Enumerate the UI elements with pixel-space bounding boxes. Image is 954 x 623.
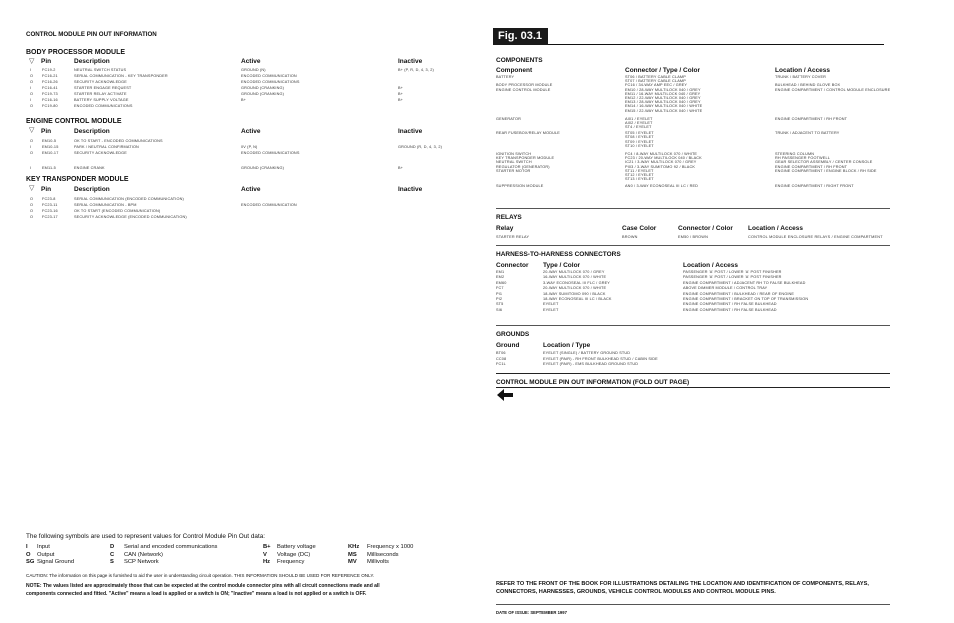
table-cell: O — [30, 215, 34, 219]
component-name: NEUTRAL SWITCH — [496, 160, 532, 165]
col-active-header: Active — [241, 186, 261, 193]
connector-type: IC21 / 3-WAY MULTILOCK 070 / GREY — [625, 160, 697, 165]
component-name — [496, 144, 560, 148]
table-cell: EM10-15 — [42, 145, 59, 149]
table-cell — [241, 103, 300, 109]
relays-title: RELAYS — [496, 214, 522, 221]
pin-table-ktm — [30, 196, 33, 220]
harness-connector: FC7 — [496, 286, 504, 291]
divider — [548, 44, 884, 45]
connector-type: ST08 / EYELET — [625, 135, 654, 140]
harness-type: 20-WAY MULTILOCK 070 / GREY — [543, 270, 605, 274]
table-cell: OK TO START - ENCODED COMMUNICATIONS — [74, 139, 163, 143]
table-cell: O — [30, 197, 34, 201]
table-cell: EM10-5 — [42, 139, 57, 143]
col-case-color-header: Case Color — [622, 225, 657, 232]
back-arrow-icon[interactable] — [497, 388, 513, 406]
connector-type: ST12 / EYELET — [625, 172, 654, 177]
symbol-key: V — [263, 551, 267, 558]
component-name: BATTERY — [496, 75, 515, 79]
harness-type: EYELET — [543, 302, 559, 307]
component-name: REAR FUSEBOX/RELAY MODULE — [496, 131, 560, 136]
col-component-header: Component — [496, 67, 533, 74]
note-line-2: components connected and fitted. "Active" means a load is applied or a switch is ON; "Inactive" means a load is not applied or a switch is OFF. — [26, 591, 367, 597]
table-cell: B+ — [398, 92, 404, 96]
harness-connector: EM1 — [496, 270, 505, 274]
col-description-header: Description — [74, 186, 110, 193]
table-cell: I — [30, 98, 32, 102]
connector-type: EM15 / 22-WAY MULTILOCK 040 / WHITE — [625, 108, 703, 113]
symbol-label: Voltage (DC) — [277, 551, 311, 558]
table-cell — [398, 103, 434, 109]
component-name: GENERATOR — [496, 116, 522, 121]
harness-location: ENGINE COMPARTMENT / RH FALSE BULKHEAD — [683, 302, 777, 307]
location-access: TRUNK / ADJACENT TO BATTERY — [775, 131, 840, 136]
harness-type: 18-WAY ECONOSEAL III LC / BLACK — [543, 296, 612, 301]
symbol-key: SG — [26, 559, 35, 565]
harness-location: PASSENGER 'A' POST / LOWER 'A' POST FINISHER — [683, 275, 782, 280]
table-cell: ENCODED COMMUNICATIONS — [241, 80, 300, 84]
table-cell: ENCODED COMMUNICATIONS — [241, 151, 300, 155]
connector-type: EM11 / 16-WAY MULTILOCK 040 / GREY — [625, 91, 701, 96]
harness-location: ENGINE COMPARTMENT / ADJACENT RH TO FALSE BULKHEAD — [683, 280, 806, 285]
component-name: REGULATOR (GENERATOR) — [496, 164, 550, 169]
table-cell: OK TO START (ENCODED COMMUNICATION) — [74, 209, 161, 213]
table-cell: PARK / NEUTRAL CONFIRMATION — [74, 145, 139, 149]
connector-type: FC16 / 34-WAY AMP EEC / GREY — [625, 83, 688, 88]
location-access: STEERING COLUMN — [775, 152, 815, 156]
ground-id: BT06 — [496, 351, 506, 355]
table-cell: SECURITY ACKNOWLEDGE (ENCODED COMMUNICATION) — [74, 215, 187, 219]
relay-case-color: BROWN — [622, 235, 638, 239]
table-cell: STARTER RELAY ACTIVATE — [74, 92, 127, 96]
table-cell: NEUTRAL SWITCH STATUS — [74, 68, 127, 72]
table-cell: EM10-17 — [42, 151, 59, 155]
grounds-title: GROUNDS — [496, 331, 530, 338]
table-cell: BATTERY SUPPLY VOLTAGE — [74, 98, 129, 102]
triangle-icon: ▽ — [29, 58, 35, 65]
col-pin-header: Pin — [41, 128, 52, 135]
location-access — [775, 177, 890, 181]
table-cell: GROUND (N) — [241, 68, 266, 72]
table-cell — [241, 220, 297, 226]
table-cell: STARTER ENGAGE REQUEST — [74, 86, 132, 90]
col-description-header: Description — [74, 58, 110, 65]
symbol-label: Signal Ground — [37, 559, 75, 565]
table-cell: GROUND (CRANKING) — [241, 166, 285, 170]
table-cell: FC23-17 — [42, 215, 58, 219]
symbol-label: Milliseconds — [367, 551, 399, 558]
refer-line-2: CONNECTORS, HARNESSES, GROUNDS, VEHICLE CONTROL MODULES AND CONTROL MODULE PINS. — [496, 589, 776, 595]
table-cell: O — [30, 104, 34, 108]
table-cell: ENCODED COMMUNICATION — [241, 74, 297, 78]
symbol-key: O — [26, 551, 31, 558]
grounds-table — [496, 351, 506, 368]
table-cell: EM11-5 — [42, 166, 56, 170]
location-access: ENGINE COMPARTMENT / RH FRONT — [775, 116, 848, 121]
divider — [496, 373, 890, 374]
table-cell: B+ — [398, 86, 404, 90]
table-cell: FC16-21 — [42, 74, 58, 78]
component-name — [496, 109, 560, 113]
fold-out-title: CONTROL MODULE PIN OUT INFORMATION (FOLD OUT PAGE) — [496, 379, 690, 386]
ground-location: EYELET (SINGLE) / BATTERY GROUND STUD — [543, 351, 631, 355]
triangle-icon: ▽ — [29, 127, 35, 134]
connector-type: ST10 / EYELET — [625, 143, 654, 148]
harness-table — [496, 270, 507, 313]
component-name: STARTER MOTOR — [496, 168, 531, 173]
connector-type: ST05 / EYELET — [625, 131, 654, 136]
table-cell: O — [30, 80, 34, 84]
table-cell: I — [30, 68, 32, 72]
connector-type: AN0 / 3-WAY ECONOSEAL III LC / RED — [625, 184, 699, 189]
relay-connector: EM50 / BROWN — [678, 235, 709, 239]
refer-line-1: REFER TO THE FRONT OF THE BOOK FOR ILLUSTRATIONS DETAILING THE LOCATION AND IDENTIFICATION OF COMPONENTS, RELAYS, — [496, 581, 869, 587]
col-connector-color-header: Connector / Color — [678, 225, 733, 232]
location-access: ENGINE COMPARTMENT / CONTROL MODULE ENCLOSURE — [775, 87, 891, 92]
symbols-title: The following symbols are used to represent values for Control Module Pin Out data: — [26, 533, 266, 540]
col-pin-header: Pin — [41, 58, 52, 65]
table-cell: FC16-26 — [42, 80, 58, 84]
table-cell: SERIAL COMMUNICATION - KEY TRANSPONDER — [74, 74, 168, 78]
component-name: KEY TRANSPONDER MODULE — [496, 156, 555, 161]
divider — [496, 245, 890, 246]
note-line-1: NOTE: The values listed are approximately those that can be expected at the control module connector pins with all circuit connections made and all — [26, 583, 380, 589]
components-title: COMPONENTS — [496, 57, 543, 64]
ground-id: FC1L — [496, 362, 506, 366]
col-description-header: Description — [74, 128, 110, 135]
triangle-icon: ▽ — [29, 185, 35, 192]
figure-label: Fig. 03.1 — [493, 28, 548, 45]
connector-type: EM14 / 16-WAY MULTILOCK 040 / WHITE — [625, 104, 703, 109]
divider — [496, 604, 890, 605]
connector-type: ST06 / BATTERY CABLE CLAMP — [625, 75, 686, 79]
symbol-key: C — [110, 551, 115, 558]
symbol-key: KHz — [348, 544, 360, 550]
component-name — [496, 177, 560, 181]
connector-type: ST4 / EYELET — [625, 125, 652, 130]
harness-type: 16-WAY MULTILOCK 070 / WHITE — [543, 275, 607, 280]
table-cell: B+ — [398, 166, 404, 170]
location-access — [775, 125, 890, 129]
connector-type: EM12 / 22-WAY MULTILOCK 040 / GREY — [625, 95, 701, 100]
symbol-label: Output — [37, 551, 55, 558]
table-cell: I — [30, 86, 32, 90]
table-cell: O — [30, 151, 34, 155]
divider — [496, 325, 890, 326]
location-access: GEAR SELECTOR ASSEMBLY / CENTER CONSOLE — [775, 160, 873, 165]
table-cell: B+ — [241, 98, 247, 102]
table-cell: SERIAL COMMUNICATION (ENCODED COMMUNICATION) — [74, 197, 184, 201]
table-cell: FC16-41 — [42, 86, 58, 90]
table-cell: O — [30, 203, 34, 207]
harness-connector: EM60 — [496, 280, 507, 285]
page-title: CONTROL MODULE PIN OUT INFORMATION — [26, 31, 157, 38]
table-cell: GROUND (CRANKING) — [241, 92, 285, 96]
col-active-header: Active — [241, 58, 261, 65]
divider — [496, 208, 890, 209]
table-cell: I — [30, 145, 32, 149]
col-type-header: Type / Color — [543, 262, 581, 269]
connector-type: ST07 / BATTERY CABLE CLAMP — [625, 79, 686, 84]
harness-type: EYELET — [543, 307, 559, 312]
col-inactive-header: Inactive — [398, 186, 423, 193]
col-active-header: Active — [241, 128, 261, 135]
col-location-type-header: Location / Type — [543, 342, 591, 349]
harness-location: PASSENGER 'A' POST / LOWER 'A' POST FINISHER — [683, 270, 782, 274]
harness-type: 3-WAY ECONOSEAL III FLC / GREY — [543, 280, 610, 285]
connector-type: AI01 / EYELET — [625, 116, 653, 121]
table-cell: O — [30, 92, 34, 96]
col-connector-header: Connector — [496, 262, 529, 269]
col-ground-header: Ground — [496, 342, 520, 349]
table-cell: GROUND (CRANKING) — [241, 86, 285, 90]
table-cell: FC23-8 — [42, 197, 56, 201]
component-name — [496, 125, 560, 129]
table-cell: ENGINE CRANK — [74, 166, 105, 170]
harness-connector: SI6 — [496, 307, 503, 312]
harness-connector: ST5 — [496, 302, 504, 307]
relay-location: CONTROL MODULE ENCLOSURE RELAYS / ENGINE COMPARTMENT — [748, 235, 883, 239]
symbol-label: Serial and encoded communications — [124, 544, 218, 550]
harness-connector: PI1 — [496, 291, 503, 296]
table-cell: SERIAL COMMUNICATION - BPM — [74, 203, 137, 207]
harness-title: HARNESS-TO-HARNESS CONNECTORS — [496, 251, 621, 258]
location-access: RH PASSENGER FOOTWELL — [775, 156, 830, 161]
date-of-issue: DATE OF ISSUE: SEPTEMBER 1997 — [496, 610, 567, 615]
harness-location: ENGINE COMPARTMENT / BRACKET ON TOP OF TRANSMISSION — [683, 296, 809, 301]
pin-table-bpm — [30, 67, 33, 109]
connector-type: ST11 / EYELET — [625, 168, 654, 173]
section-title-ktm: KEY TRANSPONDER MODULE — [26, 176, 129, 183]
table-cell: SECURITY ACKNOWLEDGE — [74, 151, 127, 155]
table-cell: O — [30, 139, 34, 143]
col-location-header: Location / Access — [748, 225, 804, 232]
symbol-key: D — [110, 544, 115, 550]
symbol-label: Battery voltage — [277, 544, 316, 550]
col-connector-header: Connector / Type / Color — [625, 67, 700, 74]
symbol-key: Hz — [263, 559, 271, 565]
symbol-label: Input — [37, 544, 50, 550]
table-cell: SECURITY ACKNOWLEDGE — [74, 80, 127, 84]
symbol-key: B+ — [263, 544, 271, 550]
location-access: BULKHEAD / BEHIND GLOVE BOX — [775, 83, 841, 88]
table-cell: FC19-73 — [42, 92, 58, 96]
table-cell: B+ — [398, 98, 404, 102]
col-pin-header: Pin — [41, 186, 52, 193]
symbol-label: Frequency — [277, 559, 305, 565]
ground-location: EYELET (PAIR) - EMS BULKHEAD GROUND STUD — [543, 362, 639, 366]
harness-location: ENGINE COMPARTMENT / RH FALSE BULKHEAD — [683, 307, 777, 312]
symbol-label: Millivolts — [367, 559, 389, 565]
component-name: BODY PROCESSOR MODULE — [496, 83, 553, 88]
connector-type: ST09 / EYELET — [625, 139, 654, 144]
component-name: ENGINE CONTROL MODULE — [496, 87, 551, 92]
table-cell: O — [30, 209, 34, 213]
component-name: IGNITION SWITCH — [496, 152, 532, 156]
table-cell: ENCODED COMMUNICATIONS — [74, 104, 133, 108]
harness-location: ENGINE COMPARTMENT / BULKHEAD / REAR OF ENGINE — [683, 291, 795, 296]
col-location-header: Location / Access — [683, 262, 739, 269]
pin-table-ecm — [30, 138, 33, 171]
connector-type: EM13 / 28-WAY MULTILOCK 040 / GREY — [625, 100, 701, 105]
location-access — [775, 109, 890, 113]
divider — [496, 387, 890, 388]
harness-connector: EM2 — [496, 275, 505, 280]
table-cell: FC19-80 — [42, 104, 58, 108]
table-cell: FC23-16 — [42, 209, 58, 213]
section-title-bpm: BODY PROCESSOR MODULE — [26, 49, 126, 56]
connector-type: ST13 / EYELET — [625, 177, 654, 182]
connector-type: PI03 / 3-WAY SUMITOMO 92 / BLACK — [625, 164, 696, 169]
harness-location: ABOVE DIMMER MODULE / CONTROL TRAY — [683, 286, 768, 291]
components-table — [496, 75, 560, 189]
table-cell: GROUND (R, D, 4, 3, 2) — [398, 145, 443, 149]
symbol-key: S — [110, 559, 114, 565]
location-access — [775, 144, 890, 148]
col-relay-header: Relay — [496, 225, 514, 232]
table-cell: I — [30, 166, 32, 170]
col-location-header: Location / Access — [775, 67, 831, 74]
component-name: SUPPRESSION MODULE — [496, 184, 544, 189]
connector-type: FC4 / 8-WAY MULTILOCK 070 / WHITE — [625, 152, 698, 156]
harness-type: 20-WAY MULTILOCK 070 / WHITE — [543, 286, 607, 291]
symbol-key: MV — [348, 559, 357, 565]
col-inactive-header: Inactive — [398, 128, 423, 135]
location-access: ENGINE COMPARTMENT / ENGINE BLOCK / RH SIDE — [775, 168, 877, 173]
section-title-ecm: ENGINE CONTROL MODULE — [26, 118, 122, 125]
relay-name: STARTER RELAY — [496, 235, 530, 239]
table-cell: 0V (P, N) — [241, 145, 258, 149]
location-access: ENGINE COMPARTMENT / RH FRONT — [775, 164, 848, 169]
table-cell: ENCODED COMMUNICATION — [241, 203, 297, 207]
symbol-label: CAN (Network) — [124, 551, 163, 558]
connector-type: EM10 / 28-WAY MULTILOCK 040 / GREY — [625, 87, 701, 92]
location-access: ENGINE COMPARTMENT / RIGHT FRONT — [775, 184, 854, 189]
symbol-label: SCP Network — [124, 559, 159, 565]
harness-type: 18-WAY SUMITOMO 090 / BLACK — [543, 291, 606, 296]
table-cell: O — [30, 74, 34, 78]
table-cell: B+ (P, R, D, 4, 3, 2) — [398, 68, 434, 72]
ground-id: CC08 — [496, 356, 507, 361]
location-access: TRUNK / BATTERY COVER — [775, 75, 827, 79]
col-inactive-header: Inactive — [398, 58, 423, 65]
table-cell: FC23-11 — [42, 203, 58, 207]
connector-type: AI02 / EYELET — [625, 120, 653, 125]
table-cell: FC19-2 — [42, 68, 56, 72]
harness-connector: PI2 — [496, 296, 503, 301]
symbol-key: I — [26, 544, 28, 550]
connector-type: FC23 / 20-WAY MULTILOCK 040 / BLACK — [625, 156, 702, 161]
symbol-key: MS — [348, 551, 357, 558]
caution-text: CAUTION: The information on this page is furnished to aid the user in understanding circuit operation. THIS INFORMATION SHOULD BE USED FOR REFERENCE ONLY. — [26, 573, 375, 578]
ground-location: EYELET (PAIR) - RH FRONT BULKHEAD STUD / CABIN SIDE — [543, 356, 658, 361]
table-cell: FC16-16 — [42, 98, 58, 102]
symbol-label: Frequency x 1000 — [367, 544, 414, 550]
